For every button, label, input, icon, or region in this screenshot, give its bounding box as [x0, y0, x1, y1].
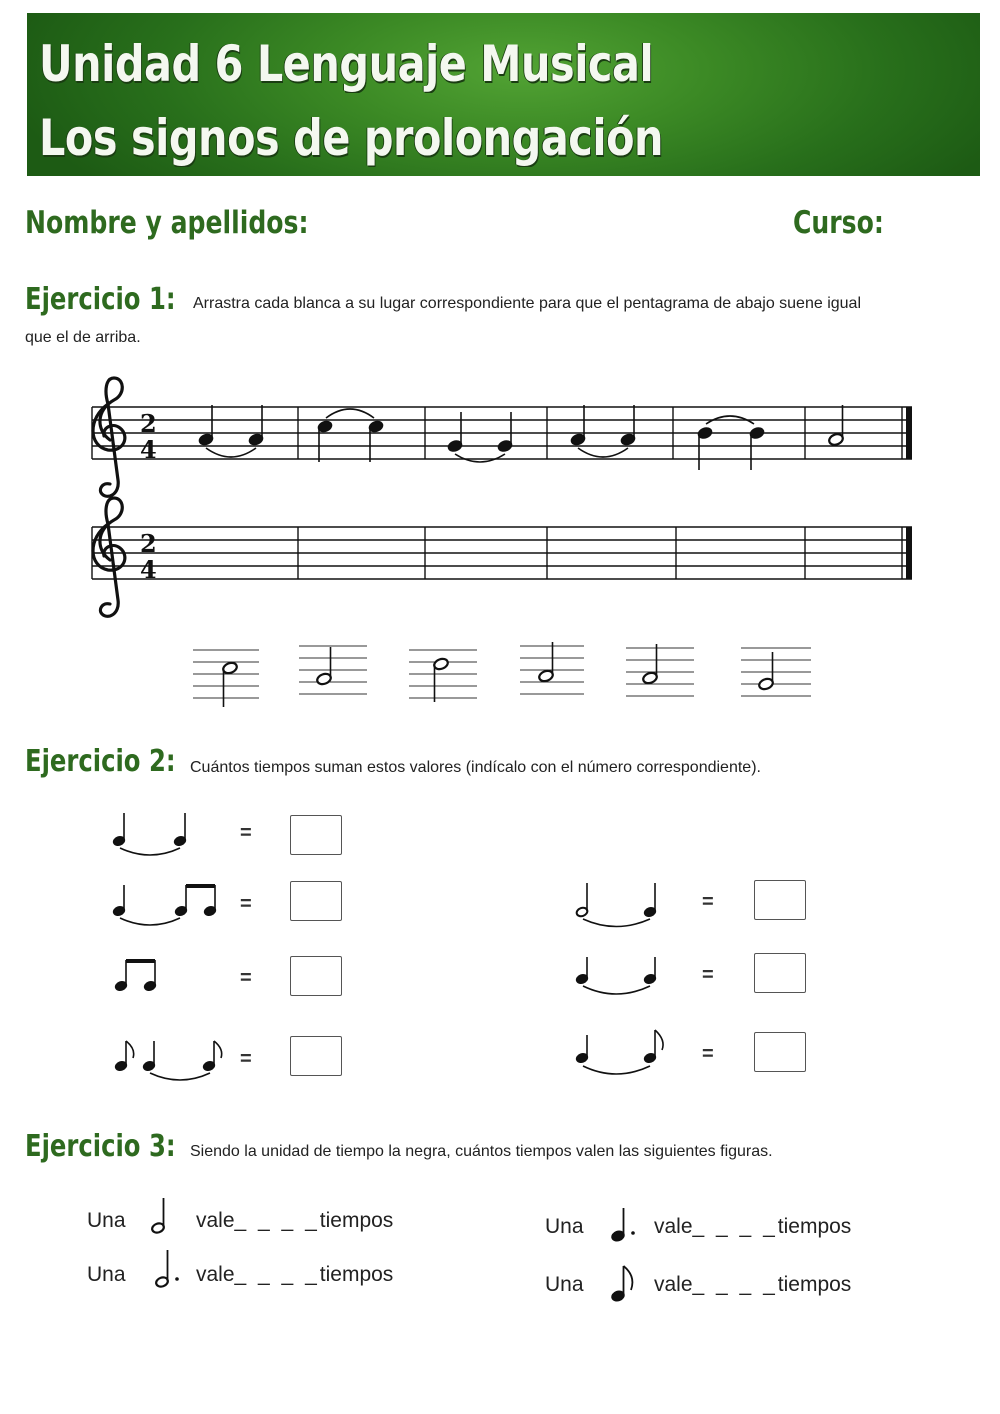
answer-blank[interactable]: _ _ _ _ [234, 1209, 320, 1232]
exercise1-text-line2: que el de arriba. [25, 329, 141, 346]
tiempos-text: tiempos [319, 1263, 394, 1286]
dotted-half-note-icon [155, 1250, 179, 1288]
time-signature-top: 2 [140, 409, 157, 438]
equals-sign: = [240, 1048, 252, 1070]
tiempos-text: tiempos [777, 1273, 852, 1296]
tiempos-text: tiempos [319, 1209, 394, 1232]
dotted-quarter-note-icon [611, 1208, 635, 1242]
answer-blank[interactable]: _ _ _ _ [692, 1273, 778, 1296]
exercise3-line-dotted-half: Una [87, 1263, 126, 1286]
answer-blank[interactable]: _ _ _ _ [234, 1263, 320, 1286]
eighth-note-icon [611, 1266, 633, 1302]
exercise3-line-half: Una [87, 1209, 126, 1232]
exercise3-line-eighth: Una [545, 1273, 584, 1296]
exercise2-label: Ejercicio 2: [25, 744, 176, 779]
answer-blank[interactable]: _ _ _ _ [692, 1215, 778, 1238]
page-subtitle: Los signos de prolongación [39, 109, 664, 167]
equals-sign: = [702, 891, 714, 913]
name-label: Nombre y apellidos: [25, 205, 309, 241]
equals-sign: = [240, 822, 252, 844]
vale-text: vale [654, 1215, 693, 1238]
time-signature-bottom: 4 [140, 555, 157, 584]
vale-text: vale [654, 1273, 693, 1296]
vale-text: vale [196, 1209, 235, 1232]
exercise3-label: Ejercicio 3: [25, 1129, 176, 1164]
equals-sign: = [240, 893, 252, 915]
exercise1-text-line1: Arrastra cada blanca a su lugar correspondiente para que el pentagrama de abajo suene igual [193, 295, 861, 312]
equals-sign: = [702, 1043, 714, 1065]
time-signature-bottom: 4 [140, 435, 157, 464]
exercise3-text: Siendo la unidad de tiempo la negra, cuántos tiempos valen las siguientes figuras. [190, 1143, 773, 1160]
course-label: Curso: [793, 205, 884, 241]
vale-text: vale [196, 1263, 235, 1286]
exercise2-text: Cuántos tiempos suman estos valores (indícalo con el número correspondiente). [190, 759, 761, 776]
tiempos-text: tiempos [777, 1215, 852, 1238]
equals-sign: = [240, 967, 252, 989]
page-title: Unidad 6 Lenguaje Musical [39, 35, 654, 93]
exercise3-line-dotted-quarter: Una [545, 1215, 584, 1238]
equals-sign: = [702, 964, 714, 986]
time-signature-top: 2 [140, 529, 157, 558]
exercise1-label: Ejercicio 1: [25, 282, 176, 317]
half-note-icon [151, 1198, 165, 1234]
